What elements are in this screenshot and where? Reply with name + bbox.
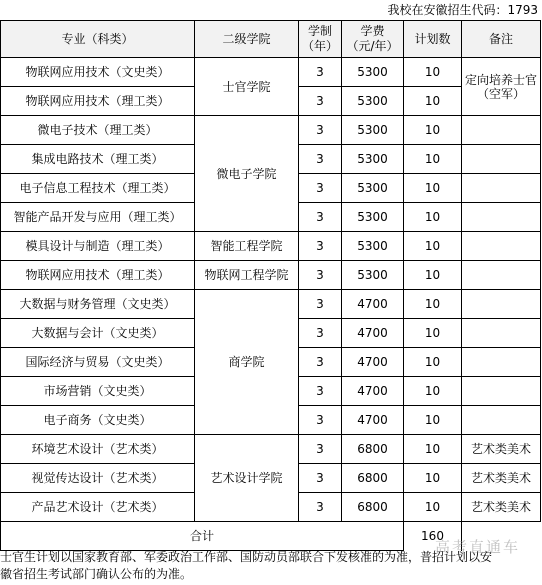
table-row (1, 290, 541, 319)
years-cell: 3 (299, 261, 342, 290)
footnote-line: 士官生计划以国家教育部、军委政治工作部、国防动员部联合下发核准的为准，普招计划以安 (0, 550, 493, 564)
plan-cell: 10 (404, 319, 462, 348)
fee-cell: 4700 (342, 406, 404, 435)
college-cell: 艺术设计学院 (195, 435, 299, 522)
years-cell: 3 (299, 464, 342, 493)
plan-cell: 10 (404, 435, 462, 464)
college-cell: 智能工程学院 (195, 232, 299, 261)
note-cell: 定向培养士官 （空军） (462, 58, 541, 116)
plan-cell: 10 (404, 377, 462, 406)
college-cell: 微电子学院 (195, 116, 299, 232)
footnote (0, 549, 542, 583)
years-cell: 3 (299, 203, 342, 232)
fee-cell: 5300 (342, 145, 404, 174)
fee-cell: 6800 (342, 464, 404, 493)
total-label: 合计 (1, 522, 404, 551)
fee-cell: 4700 (342, 377, 404, 406)
plan-cell: 10 (404, 58, 462, 87)
fee-cell: 4700 (342, 348, 404, 377)
total-note-cell (462, 522, 541, 551)
years-cell: 3 (299, 232, 342, 261)
total-value: 160 (404, 522, 462, 551)
fee-cell: 4700 (342, 290, 404, 319)
plan-cell: 10 (404, 145, 462, 174)
plan-cell: 10 (404, 116, 462, 145)
college-cell: 士官学院 (195, 58, 299, 116)
footnote-line: 徽省招生考试部门确认公布的为准。 (0, 567, 193, 581)
header-plan: 计划数 (404, 21, 462, 58)
years-cell: 3 (299, 348, 342, 377)
major-cell: 大数据与会计（文史类） (1, 319, 195, 348)
major-cell: 集成电路技术（理工类） (1, 145, 195, 174)
years-cell: 3 (299, 290, 342, 319)
fee-cell: 5300 (342, 261, 404, 290)
major-cell: 电子商务（文史类） (1, 406, 195, 435)
college-cell: 物联网工程学院 (195, 261, 299, 290)
years-cell: 3 (299, 319, 342, 348)
major-cell: 产品艺术设计（艺术类） (1, 493, 195, 522)
table-row (1, 261, 541, 290)
note-cell (462, 319, 541, 348)
fee-cell: 5300 (342, 58, 404, 87)
years-cell: 3 (299, 174, 342, 203)
table-row (1, 58, 541, 87)
header-fee: 学费 （元/年） (342, 21, 404, 58)
years-cell: 3 (299, 435, 342, 464)
years-cell: 3 (299, 377, 342, 406)
major-cell: 智能产品开发与应用（理工类） (1, 203, 195, 232)
note-cell: 艺术类美术 (462, 435, 541, 464)
note-cell (462, 116, 541, 145)
plan-cell: 10 (404, 493, 462, 522)
years-cell: 3 (299, 58, 342, 87)
note-cell (462, 145, 541, 174)
plan-cell: 10 (404, 203, 462, 232)
enrollment-plan-table (0, 20, 541, 551)
header-years: 学制 （年） (299, 21, 342, 58)
note-cell (462, 290, 541, 319)
header-note: 备注 (462, 21, 541, 58)
major-cell: 大数据与财务管理（文史类） (1, 290, 195, 319)
plan-cell: 10 (404, 406, 462, 435)
years-cell: 3 (299, 406, 342, 435)
note-cell (462, 174, 541, 203)
total-row (1, 522, 541, 551)
major-cell: 模具设计与制造（理工类） (1, 232, 195, 261)
plan-cell: 10 (404, 261, 462, 290)
note-cell: 艺术类美术 (462, 464, 541, 493)
years-cell: 3 (299, 145, 342, 174)
note-cell (462, 261, 541, 290)
plan-cell: 10 (404, 232, 462, 261)
note-cell: 艺术类美术 (462, 493, 541, 522)
major-cell: 环境艺术设计（艺术类） (1, 435, 195, 464)
plan-cell: 10 (404, 290, 462, 319)
fee-cell: 6800 (342, 435, 404, 464)
major-cell: 物联网应用技术（理工类） (1, 87, 195, 116)
fee-cell: 5300 (342, 116, 404, 145)
years-cell: 3 (299, 116, 342, 145)
note-cell (462, 348, 541, 377)
table-row (1, 116, 541, 145)
table-row (1, 232, 541, 261)
fee-cell: 5300 (342, 87, 404, 116)
table-row (1, 435, 541, 464)
header-college: 二级学院 (195, 21, 299, 58)
table-header-row (1, 21, 541, 58)
fee-cell: 5300 (342, 174, 404, 203)
plan-cell: 10 (404, 174, 462, 203)
note-cell (462, 406, 541, 435)
major-cell: 微电子技术（理工类） (1, 116, 195, 145)
watermark: 高考直通车 (434, 538, 520, 556)
major-cell: 市场营销（文史类） (1, 377, 195, 406)
fee-cell: 6800 (342, 493, 404, 522)
header-major: 专业（科类） (1, 21, 195, 58)
major-cell: 国际经济与贸易（文史类） (1, 348, 195, 377)
major-cell: 物联网应用技术（文史类） (1, 58, 195, 87)
major-cell: 物联网应用技术（理工类） (1, 261, 195, 290)
note-cell (462, 203, 541, 232)
plan-cell: 10 (404, 348, 462, 377)
college-cell: 商学院 (195, 290, 299, 435)
major-cell: 视觉传达设计（艺术类） (1, 464, 195, 493)
fee-cell: 4700 (342, 319, 404, 348)
note-cell (462, 377, 541, 406)
note-cell (462, 232, 541, 261)
admission-code-line: 我校在安徽招生代码：1793 (387, 3, 538, 17)
years-cell: 3 (299, 493, 342, 522)
plan-cell: 10 (404, 87, 462, 116)
years-cell: 3 (299, 87, 342, 116)
fee-cell: 5300 (342, 232, 404, 261)
fee-cell: 5300 (342, 203, 404, 232)
major-cell: 电子信息工程技术（理工类） (1, 174, 195, 203)
plan-cell: 10 (404, 464, 462, 493)
